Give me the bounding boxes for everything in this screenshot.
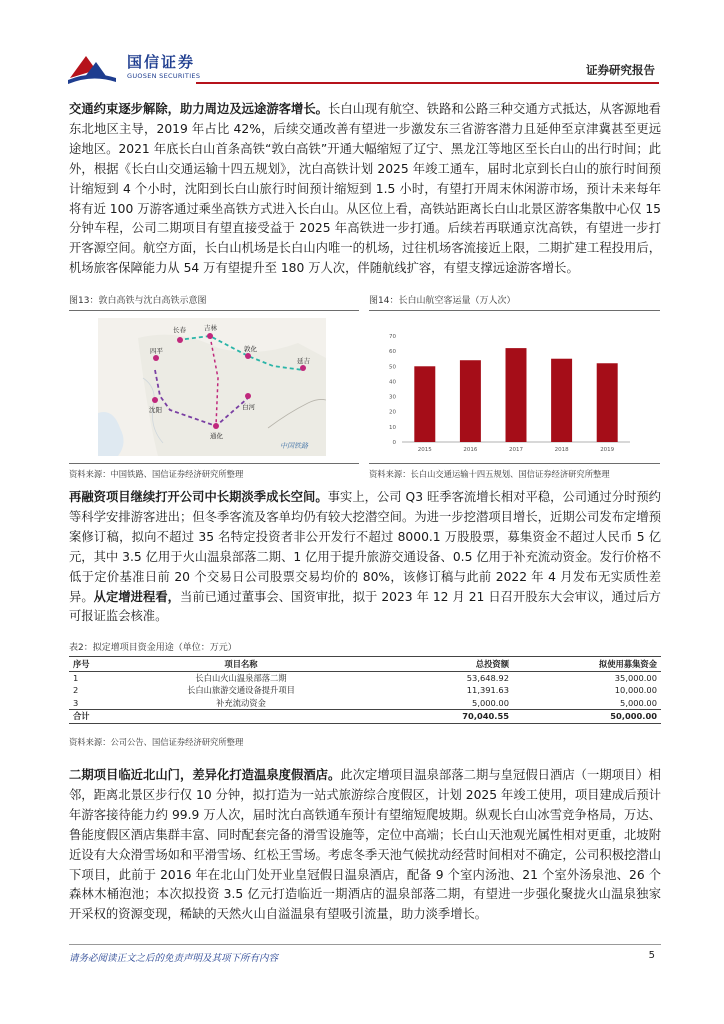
y-tick-label: 10 <box>389 424 396 431</box>
table-cell: 70,040.55 <box>462 711 509 722</box>
city-label: 吉林 <box>204 324 217 332</box>
x-tick-label: 2015 <box>417 447 432 453</box>
bar <box>551 359 572 442</box>
city-label: 敦化 <box>244 345 257 353</box>
city-label: 白河 <box>242 403 255 411</box>
fig14-caption: 图14：长白山航空客运量（万人次） <box>369 296 516 306</box>
air-passenger-bar-chart <box>380 328 640 458</box>
table-cell: 长白山旅游交通设备提升项目 <box>187 685 295 696</box>
table-cell: 10,000.00 <box>614 685 657 696</box>
table-cell: 5,000.00 <box>620 697 657 708</box>
footer-rule <box>69 944 661 945</box>
table-cell: 50,000.00 <box>610 711 657 722</box>
table-row <box>69 697 661 710</box>
rail-map <box>98 318 326 456</box>
header <box>0 0 724 90</box>
city-marker <box>245 393 251 399</box>
city-marker <box>153 355 159 361</box>
fig14-source: 资料来源：长白山交通运输十四五规划、国信证券经济研究所整理 <box>369 469 610 479</box>
paragraph-lead: 二期项目临近北山门，差异化打造温泉度假酒店。 <box>69 768 341 782</box>
table-header-cell: 总投资额 <box>475 659 509 670</box>
logo-name-en: GUOSEN SECURITIES <box>127 72 201 80</box>
y-tick-label: 50 <box>389 364 396 371</box>
table-cell: 补充流动资金 <box>216 697 266 708</box>
table-header-cell: 拟使用募集资金 <box>598 659 657 670</box>
paragraph-transport <box>69 100 661 279</box>
table-cell: 1 <box>73 672 79 683</box>
bar <box>506 348 527 442</box>
y-tick-label: 30 <box>389 394 396 401</box>
page-number: 5 <box>648 950 655 961</box>
fig-source-rule-right <box>369 463 660 464</box>
guosen-logo-icon <box>66 48 118 86</box>
y-tick-label: 0 <box>392 440 396 446</box>
city-marker <box>152 397 158 403</box>
bar <box>597 363 618 442</box>
table-cell <box>137 710 345 724</box>
table-cell: 合计 <box>73 711 90 722</box>
report-type: 证券研究报告 <box>586 63 655 77</box>
header-rule <box>196 82 659 84</box>
city-marker <box>213 423 219 429</box>
table-cell: 35,000.00 <box>614 672 657 683</box>
fig13-source: 资料来源：中国铁路、国信证券经济研究所整理 <box>69 469 244 479</box>
city-marker <box>300 365 306 371</box>
paragraph-lead: 从定增进程看， <box>93 589 181 604</box>
paragraph-lead: 再融资项目继续打开公司中长期淡季成长空间。 <box>69 490 328 504</box>
table-row <box>69 684 661 697</box>
x-tick-label: 2018 <box>554 447 569 453</box>
y-tick-label: 40 <box>389 379 396 386</box>
y-tick-label: 60 <box>389 349 396 356</box>
city-label: 沈阳 <box>149 406 162 414</box>
paragraph-body: 当前已通过董事会、国资审批，拟于 2023 年 12 月 21 日召开股东大会审议，通过后方可报证监会核准。 <box>69 589 661 624</box>
table-row <box>69 671 661 684</box>
paragraph-body: 长白山现有航空、铁路和公路三种交通方式抵达，从客源地看东北地区主导，2019 年占比 42%，后续交通改善有望进一步激发东三省游客潜力且延伸至京津冀甚至更远途地区。2021 年底长白山首条高铁“敦白高铁”开通大幅缩短了辽宁、黑龙江等地区至长白山的出行时间；此外，根据《长白山交通运输十四五规划》，沈白高铁计划 2025 年竣工通车，届时北京到长白山的旅行时间预计缩短到 4 个小时，沈阳到长白山旅行时间预计缩短到 1.5 小时，有望打开周末休闲游市场，预计未来每年将有近 100 万游客通过乘坐高铁方式进入长白山。从区位上看，高铁站距离长白山北景区游客集散中心仅 15 分钟车程，公司二期项目有望直接受益于 2025 年高铁进一步打通。后续若再联通京沈高铁，有望进一步打开客源空间。航空方面，长白山机场是长白山内唯一的机场，过往机场客流接近上限，二期扩建工程投用后，机场旅客保障能力从 54 万有望提升至 180 万人次，伴随航线扩容，有望支撑远途游客增长。 <box>69 102 661 276</box>
table-cell: 53,648.92 <box>466 672 509 683</box>
table2-source: 资料来源：公司公告、国信证券经济研究所整理 <box>69 737 244 747</box>
y-tick-label: 20 <box>389 409 396 416</box>
table-cell: 5,000.00 <box>472 697 509 708</box>
table-cell: 2 <box>73 685 79 696</box>
table2-caption: 表2：拟定增项目资金用途（单位：万元） <box>69 643 237 653</box>
fund-use-table <box>69 658 661 724</box>
x-tick-label: 2016 <box>463 447 478 453</box>
fig-source-rule-left <box>69 463 359 464</box>
table-cell: 11,391.63 <box>466 685 509 696</box>
fig-caption-rule-right <box>369 310 660 311</box>
table-total-row <box>69 710 661 724</box>
x-tick-label: 2019 <box>600 447 615 453</box>
paragraph-refinancing <box>69 488 661 627</box>
city-label: 四平 <box>150 347 163 355</box>
city-marker <box>177 337 183 343</box>
table-cell: 3 <box>73 697 79 708</box>
city-label: 通化 <box>210 432 223 440</box>
city-marker <box>207 333 213 339</box>
logo-name-cn: 国信证券 <box>127 53 196 71</box>
paragraph-phase2 <box>69 766 661 925</box>
bar <box>460 360 481 442</box>
fig-caption-rule-left <box>69 310 359 311</box>
city-label: 长春 <box>173 326 186 334</box>
footer-disclaimer: 请务必阅读正文之后的免责声明及其项下所有内容 <box>69 953 279 964</box>
paragraph-body: 此次定增项目温泉部落二期与皇冠假日酒店（一期项目）相邻，距离北景区步行仅 10 分钟，拟打造为一站式旅游综合度假区，计划 2025 年竣工使用，项目建成后预计年游客接待能力约 99.9 万人次，届时沈白高铁通车预计有望缩短爬坡期。纵观长白山冰雪竞争格局，万达、鲁能度假区酒店集群丰富、同时配套完备的滑雪设施等，定位中高端；长白山天池观光属性相对更重，北坡附近设有大众滑雪场如和平滑雪场、红松王雪场。考虑冬季天池气候扰动经营时间相对不确定，公司积极挖潜山下项目，此前于 2016 年在北山门处开业皇冠假日温泉酒店，配备 9 个室内汤池、21 个室外汤泉池、26 个森林木桶泡池；本次拟投资 3.5 亿元打造临近一期酒店的温泉部落二期，有望进一步强化聚拢火山温泉独家开采权的资源变现，稀缺的天然火山自溢温泉有望吸引流量，助力淡季增长。 <box>69 768 661 922</box>
map-terrain <box>138 335 326 456</box>
paragraph-body: 事实上，公司 Q3 旺季客流增长相对平稳，公司通过分时预约等科学安排游客进出；但冬季客流及客单均仍有较大挖潜空间。为进一步挖潜项目增长，近期公司发布定增预案修订稿，拟向不超过 35 名特定投资者非公开发行不超过 8000.1 万股股票，募集资金不超过人民币 5 亿元，其中 3.5 亿用于火山温泉部落二期、1 亿用于提升旅游交通设备、0.5 亿用于补充流动资金。发行价格不低于定价基准日前 20 个交易日公司股票交易均价的 80%，该修订稿与此前 2022 年 4 月发布无实质性差异。 <box>69 490 661 604</box>
table-header-cell: 序号 <box>73 659 90 670</box>
bar <box>414 366 435 442</box>
fig13-caption: 图13：敦白高铁与沈白高铁示意图 <box>69 296 207 306</box>
x-tick-label: 2017 <box>509 447 523 453</box>
map-watermark: 中国铁路 <box>280 442 308 450</box>
paragraph-lead: 交通约束逐步解除，助力周边及远途游客增长。 <box>69 102 329 116</box>
y-tick-label: 70 <box>389 334 396 340</box>
city-label: 延吉 <box>297 357 310 365</box>
table-header-cell: 项目名称 <box>224 659 258 670</box>
table-header-row <box>69 658 661 671</box>
table-top-rule <box>69 656 661 657</box>
city-marker <box>245 353 251 359</box>
table-cell: 长白山火山温泉部落二期 <box>195 672 287 683</box>
